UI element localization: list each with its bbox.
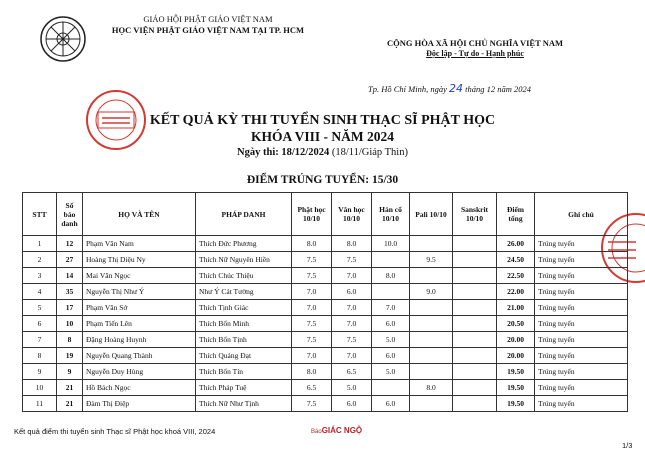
table-row <box>23 316 628 332</box>
cell-pali <box>410 348 453 364</box>
cell-note: Trúng tuyển <box>535 316 628 332</box>
cell-vh: 6.0 <box>332 396 372 412</box>
cell-sbd: 21 <box>57 396 83 412</box>
cell-total: 21.00 <box>497 300 535 316</box>
cell-vh: 7.5 <box>332 252 372 268</box>
cell-note: Trúng tuyển <box>535 348 628 364</box>
cell-hc: 7.0 <box>372 300 410 316</box>
cell-pali: 8.0 <box>410 380 453 396</box>
cell-hc: 6.0 <box>372 316 410 332</box>
cell-note: Trúng tuyển <box>535 396 628 412</box>
cell-name: Hồ Bách Ngọc <box>83 380 196 396</box>
cell-vh: 7.0 <box>332 348 372 364</box>
cell-pali <box>410 364 453 380</box>
cell-name: Nguyễn Quang Thành <box>83 348 196 364</box>
cell-name: Đặng Hoàng Huynh <box>83 332 196 348</box>
cell-name: Nguyễn Thị Như Ý <box>83 284 196 300</box>
header-note: Ghi chú <box>535 193 628 236</box>
cell-name: Phạm Văn Sở <box>83 300 196 316</box>
cell-stt: 11 <box>23 396 57 412</box>
header-van-hoc: Văn học 10/10 <box>332 193 372 236</box>
table-row <box>23 348 628 364</box>
table-row <box>23 284 628 300</box>
cell-note: Trúng tuyển <box>535 252 628 268</box>
table-row <box>23 396 628 412</box>
page-number: 1/3 <box>622 441 633 450</box>
cell-sk <box>453 348 497 364</box>
document-title: KẾT QUẢ KỲ THI TUYỂN SINH THẠC SĨ PHẬT HỌC <box>149 113 496 128</box>
place-date-suffix: tháng 12 năm 2024 <box>465 84 531 94</box>
cell-total: 22.00 <box>497 284 535 300</box>
cell-dharma: Thích Bổn Minh <box>196 316 292 332</box>
cell-hc: 6.0 <box>372 348 410 364</box>
cell-sk <box>453 316 497 332</box>
cell-total: 20.50 <box>497 316 535 332</box>
cell-stt: 3 <box>23 268 57 284</box>
national-motto: Độc lập - Tự do - Hạnh phúc <box>426 49 524 58</box>
cell-dharma: Thích Chúc Thiệu <box>196 268 292 284</box>
cell-ph: 7.5 <box>292 316 332 332</box>
results-table <box>22 192 628 412</box>
header-total: Điểm tổng <box>497 193 535 236</box>
cell-pali: 9.5 <box>410 252 453 268</box>
cell-ph: 7.0 <box>292 284 332 300</box>
cell-sbd: 8 <box>57 332 83 348</box>
cell-hc <box>372 252 410 268</box>
cell-note: Trúng tuyển <box>535 236 628 252</box>
cell-dharma: Thích Bổn Tín <box>196 364 292 380</box>
table-row <box>23 252 628 268</box>
cell-sk <box>453 252 497 268</box>
cell-sbd: 10 <box>57 316 83 332</box>
pass-score: ĐIỂM TRÚNG TUYỂN: 15/30 <box>246 174 399 186</box>
cell-dharma: Thích Pháp Tuệ <box>196 380 292 396</box>
cell-sk <box>453 268 497 284</box>
exam-date-lunar: (18/11/Giáp Thìn) <box>329 147 408 158</box>
place-date-day: 24 <box>449 82 463 95</box>
cell-total: 22.50 <box>497 268 535 284</box>
cell-hc: 8.0 <box>372 268 410 284</box>
brand-name: GIÁC NGỘ <box>321 426 363 435</box>
country-name: CỘNG HÒA XÃ HỘI CHỦ NGHĨA VIỆT NAM <box>386 38 564 48</box>
cell-sk <box>453 380 497 396</box>
national-motto-block <box>350 38 600 58</box>
cell-vh: 8.0 <box>332 236 372 252</box>
cell-name: Đàm Thị Điệp <box>83 396 196 412</box>
cell-ph: 8.0 <box>292 364 332 380</box>
cell-hc: 5.0 <box>372 332 410 348</box>
cell-stt: 4 <box>23 284 57 300</box>
cell-sbd: 35 <box>57 284 83 300</box>
cell-sk <box>453 332 497 348</box>
cell-sbd: 21 <box>57 380 83 396</box>
cell-total: 19.50 <box>497 364 535 380</box>
place-date <box>368 82 531 95</box>
cell-stt: 10 <box>23 380 57 396</box>
cell-dharma: Thích Bổn Tịnh <box>196 332 292 348</box>
dharma-wheel-logo-icon <box>38 14 88 64</box>
cell-dharma: Thích Nữ Nguyên Hiền <box>196 252 292 268</box>
cell-hc: 5.0 <box>372 364 410 380</box>
header-pali: Pali 10/10 <box>410 193 453 236</box>
footer-caption: Kết quả điểm thi tuyển sinh Thạc sĩ Phật học khoá VIII, 2024 <box>14 427 216 436</box>
cell-vh: 7.0 <box>332 300 372 316</box>
cell-pali <box>410 268 453 284</box>
organization-block <box>88 14 328 35</box>
cell-dharma: Thích Đức Phương <box>196 236 292 252</box>
org-line-2: HỌC VIỆN PHẬT GIÁO VIỆT NAM TẠI TP. HCM <box>111 25 305 35</box>
cell-total: 20.00 <box>497 348 535 364</box>
header-sbd: Số báo danh <box>57 193 83 236</box>
cell-name: Nguyễn Duy Hùng <box>83 364 196 380</box>
cell-note: Trúng tuyển <box>535 380 628 396</box>
cell-ph: 6.5 <box>292 380 332 396</box>
cell-sbd: 19 <box>57 348 83 364</box>
cell-vh: 7.5 <box>332 332 372 348</box>
cell-ph: 8.0 <box>292 236 332 252</box>
header-dharma-name: PHÁP DANH <box>196 193 292 236</box>
cell-total: 19.50 <box>497 380 535 396</box>
exam-date-label: Ngày thi: 18/12/2024 <box>237 147 330 158</box>
cell-name: Phạm Văn Nam <box>83 236 196 252</box>
cell-sk <box>453 284 497 300</box>
table-row <box>23 380 628 396</box>
table-row <box>23 236 628 252</box>
cell-pali <box>410 332 453 348</box>
cell-sk <box>453 300 497 316</box>
cell-sbd: 17 <box>57 300 83 316</box>
table-row <box>23 332 628 348</box>
cell-dharma: Thích Quảng Đạt <box>196 348 292 364</box>
org-line-1: GIÁO HỘI PHẬT GIÁO VIỆT NAM <box>143 14 273 24</box>
cell-note: Trúng tuyển <box>535 364 628 380</box>
cell-sbd: 14 <box>57 268 83 284</box>
cell-vh: 6.5 <box>332 364 372 380</box>
cell-name: Phạm Tiến Lên <box>83 316 196 332</box>
cell-stt: 9 <box>23 364 57 380</box>
table-header-row <box>23 193 628 236</box>
cell-stt: 5 <box>23 300 57 316</box>
cell-stt: 2 <box>23 252 57 268</box>
cell-hc: 6.0 <box>372 396 410 412</box>
cell-vh: 6.0 <box>332 284 372 300</box>
header-name: HỌ VÀ TÊN <box>83 193 196 236</box>
cell-stt: 8 <box>23 348 57 364</box>
cell-hc <box>372 284 410 300</box>
cell-total: 24.50 <box>497 252 535 268</box>
cell-pali <box>410 316 453 332</box>
cell-ph: 7.5 <box>292 268 332 284</box>
cell-note: Trúng tuyển <box>535 284 628 300</box>
cell-ph: 7.5 <box>292 332 332 348</box>
cell-dharma: Như Ý Cát Tường <box>196 284 292 300</box>
cell-stt: 1 <box>23 236 57 252</box>
table-row <box>23 364 628 380</box>
cell-ph: 7.0 <box>292 300 332 316</box>
table-row <box>23 300 628 316</box>
table-row <box>23 268 628 284</box>
cell-pali <box>410 236 453 252</box>
cell-pali: 9.0 <box>410 284 453 300</box>
cell-dharma: Thích Nữ Như Tịnh <box>196 396 292 412</box>
cell-pali <box>410 396 453 412</box>
exam-date <box>0 147 645 158</box>
cell-note: Trúng tuyển <box>535 300 628 316</box>
footer-brand <box>311 426 362 435</box>
cell-total: 20.00 <box>497 332 535 348</box>
cell-hc: 10.0 <box>372 236 410 252</box>
cell-pali <box>410 300 453 316</box>
cell-sk <box>453 364 497 380</box>
cell-hc <box>372 380 410 396</box>
cell-sbd: 27 <box>57 252 83 268</box>
cell-total: 26.00 <box>497 236 535 252</box>
cell-sbd: 9 <box>57 364 83 380</box>
cell-ph: 7.0 <box>292 348 332 364</box>
header-sanskrit: Sanskrit 10/10 <box>453 193 497 236</box>
cell-total: 19.50 <box>497 396 535 412</box>
cell-note: Trúng tuyển <box>535 268 628 284</box>
header-han-co: Hán cổ 10/10 <box>372 193 410 236</box>
brand-prefix: Báo <box>311 429 322 435</box>
header-stt: STT <box>23 193 57 236</box>
cell-ph: 7.5 <box>292 396 332 412</box>
cell-sk <box>453 236 497 252</box>
header-phat-hoc: Phật học 10/10 <box>292 193 332 236</box>
cell-vh: 7.0 <box>332 268 372 284</box>
cell-stt: 6 <box>23 316 57 332</box>
cell-note: Trúng tuyển <box>535 332 628 348</box>
place-date-prefix: Tp. Hồ Chí Minh, ngày <box>368 84 447 94</box>
document-subtitle: KHÓA VIII - NĂM 2024 <box>250 129 394 144</box>
cell-name: Mai Văn Ngọc <box>83 268 196 284</box>
cell-name: Hoàng Thị Diệu Ny <box>83 252 196 268</box>
cell-stt: 7 <box>23 332 57 348</box>
table-body <box>23 236 628 412</box>
cell-vh: 7.0 <box>332 316 372 332</box>
cell-ph: 7.5 <box>292 252 332 268</box>
cell-sbd: 12 <box>57 236 83 252</box>
cell-dharma: Thích Tịnh Giác <box>196 300 292 316</box>
cell-vh: 5.0 <box>332 380 372 396</box>
cell-sk <box>453 396 497 412</box>
